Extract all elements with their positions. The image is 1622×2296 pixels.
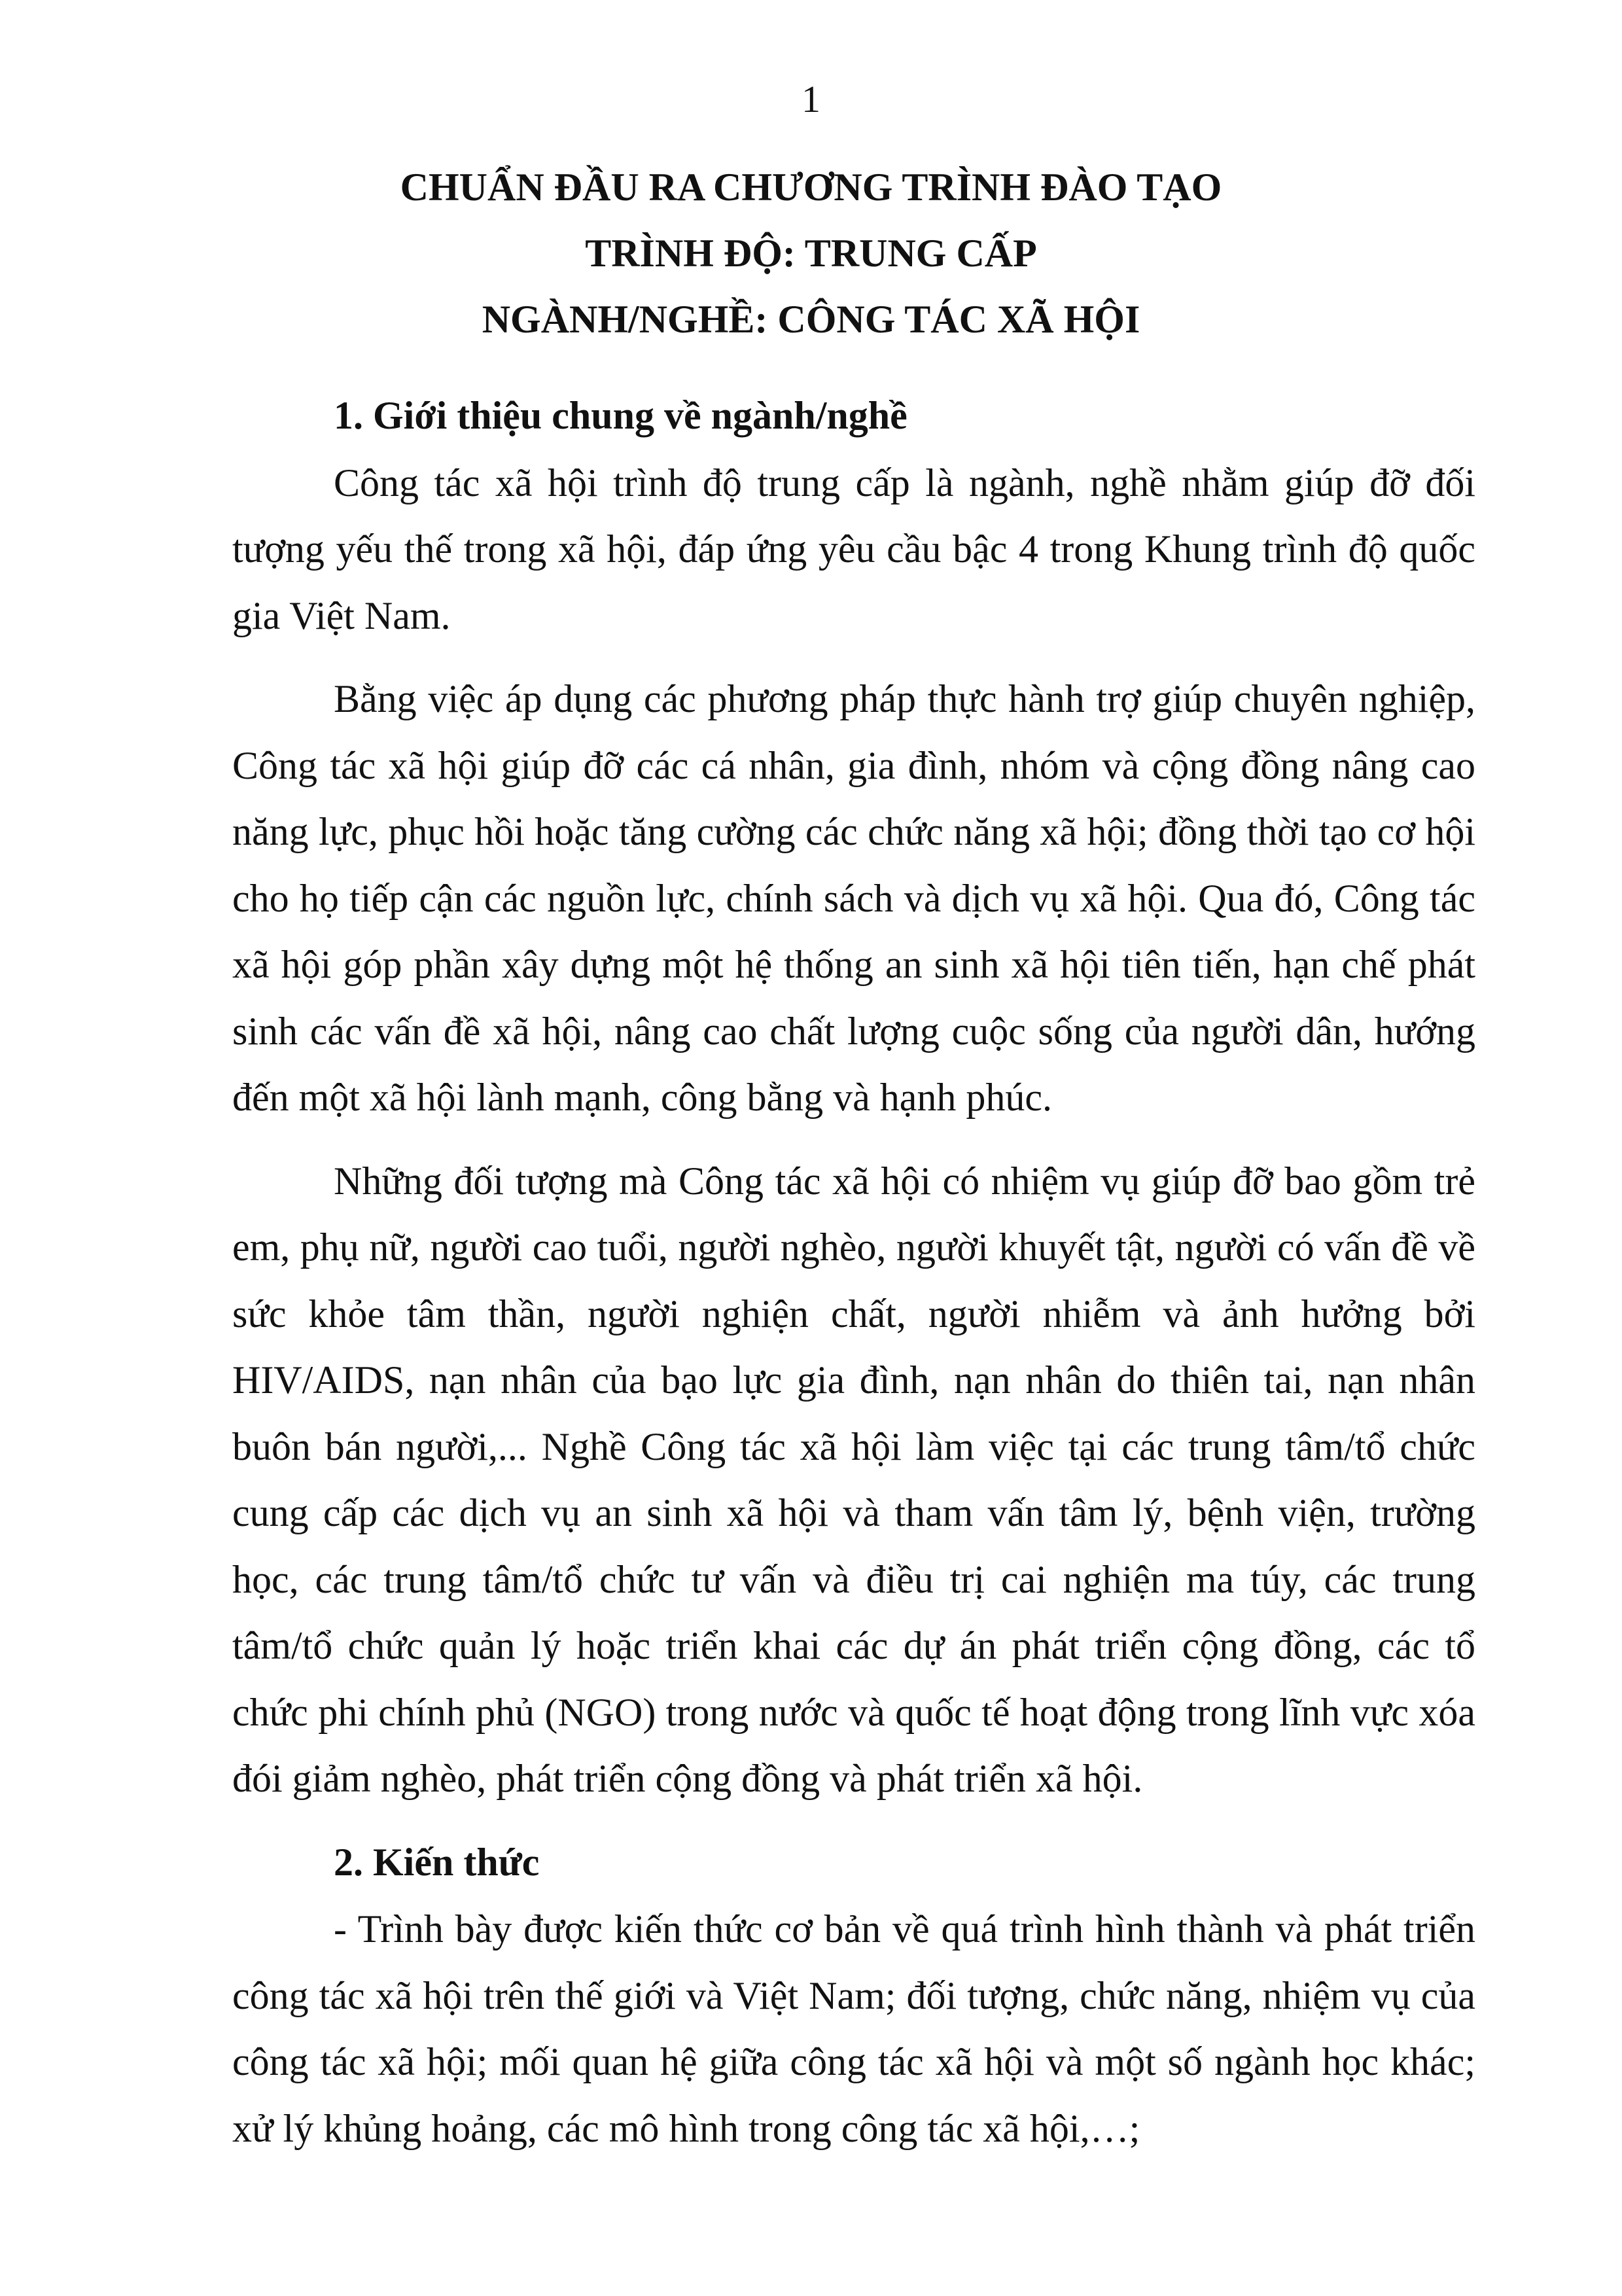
paragraph-methods: Bằng việc áp dụng các phương pháp thực hành trợ giúp chuyên nghiệp, Công tác xã hội giúp đỡ các cá nhân, gia đình, nhóm và cộng đồng nâng cao năng lực, phục hồi hoặc tăng cường các chức năng xã hội; đồng thời tạo cơ hội cho họ tiếp cận các nguồn lực, chính sách và dịch vụ xã hội. Qua đó, Công tác xã hội góp phần xây dựng một hệ thống an sinh xã hội tiên tiến, hạn chế phát sinh các vấn đề xã hội, nâng cao chất lượng cuộc sống của người dân, hướng đến một xã hội lành mạnh, công bằng và hạnh phúc.: [232, 677, 1475, 1119]
title-line-program: CHUẨN ĐẦU RA CHƯƠNG TRÌNH ĐÀO TẠO: [400, 166, 1222, 209]
paragraph-knowledge-item: - Trình bày được kiến thức cơ bản về quá trình hình thành và phát triển công tác xã hội trên thế giới và Việt Nam; đối tượng, chức năng, nhiệm vụ của công tác xã hội; mối quan hệ giữa công tác xã hội và một số ngành học khác; xử lý khủng hoảng, các mô hình trong công tác xã hội,…;: [232, 1907, 1475, 2150]
title-line-level: TRÌNH ĐỘ: TRUNG CẤP: [585, 232, 1037, 275]
title-line-major: NGÀNH/NGHỀ: CÔNG TÁC XÃ HỘI: [482, 298, 1140, 341]
document-body: [232, 383, 1475, 2179]
paragraph-beneficiaries: Những đối tượng mà Công tác xã hội có nhiệm vụ giúp đỡ bao gồm trẻ em, phụ nữ, người cao tuổi, người nghèo, người khuyết tật, người có vấn đề về sức khỏe tâm thần, người nghiện chất, người nhiễm và ảnh hưởng bởi HIV/AIDS, nạn nhân của bạo lực gia đình, nạn nhân do thiên tai, nạn nhân buôn bán người,... Nghề Công tác xã hội làm việc tại các trung tâm/tổ chức cung cấp các dịch vụ an sinh xã hội và tham vấn tâm lý, bệnh viện, trường học, các trung tâm/tổ chức tư vấn và điều trị cai nghiện ma túy, các trung tâm/tổ chức quản lý hoặc triển khai các dự án phát triển cộng đồng, các tổ chức phi chính phủ (NGO) trong nước và quốc tế hoạt động trong lĩnh vực xóa đói giảm nghèo, phát triển cộng đồng và phát triển xã hội.: [232, 1159, 1475, 1800]
document-title: [0, 154, 1622, 353]
page-number: 1: [802, 78, 820, 120]
section-heading-introduction: 1. Giới thiệu chung về ngành/nghề: [334, 394, 908, 437]
section-heading-knowledge: 2. Kiến thức: [334, 1840, 540, 1884]
paragraph-overview: Công tác xã hội trình độ trung cấp là ngành, nghề nhằm giúp đỡ đối tượng yếu thế trong xã hội, đáp ứng yêu cầu bậc 4 trong Khung trình độ quốc gia Việt Nam.: [232, 461, 1475, 637]
